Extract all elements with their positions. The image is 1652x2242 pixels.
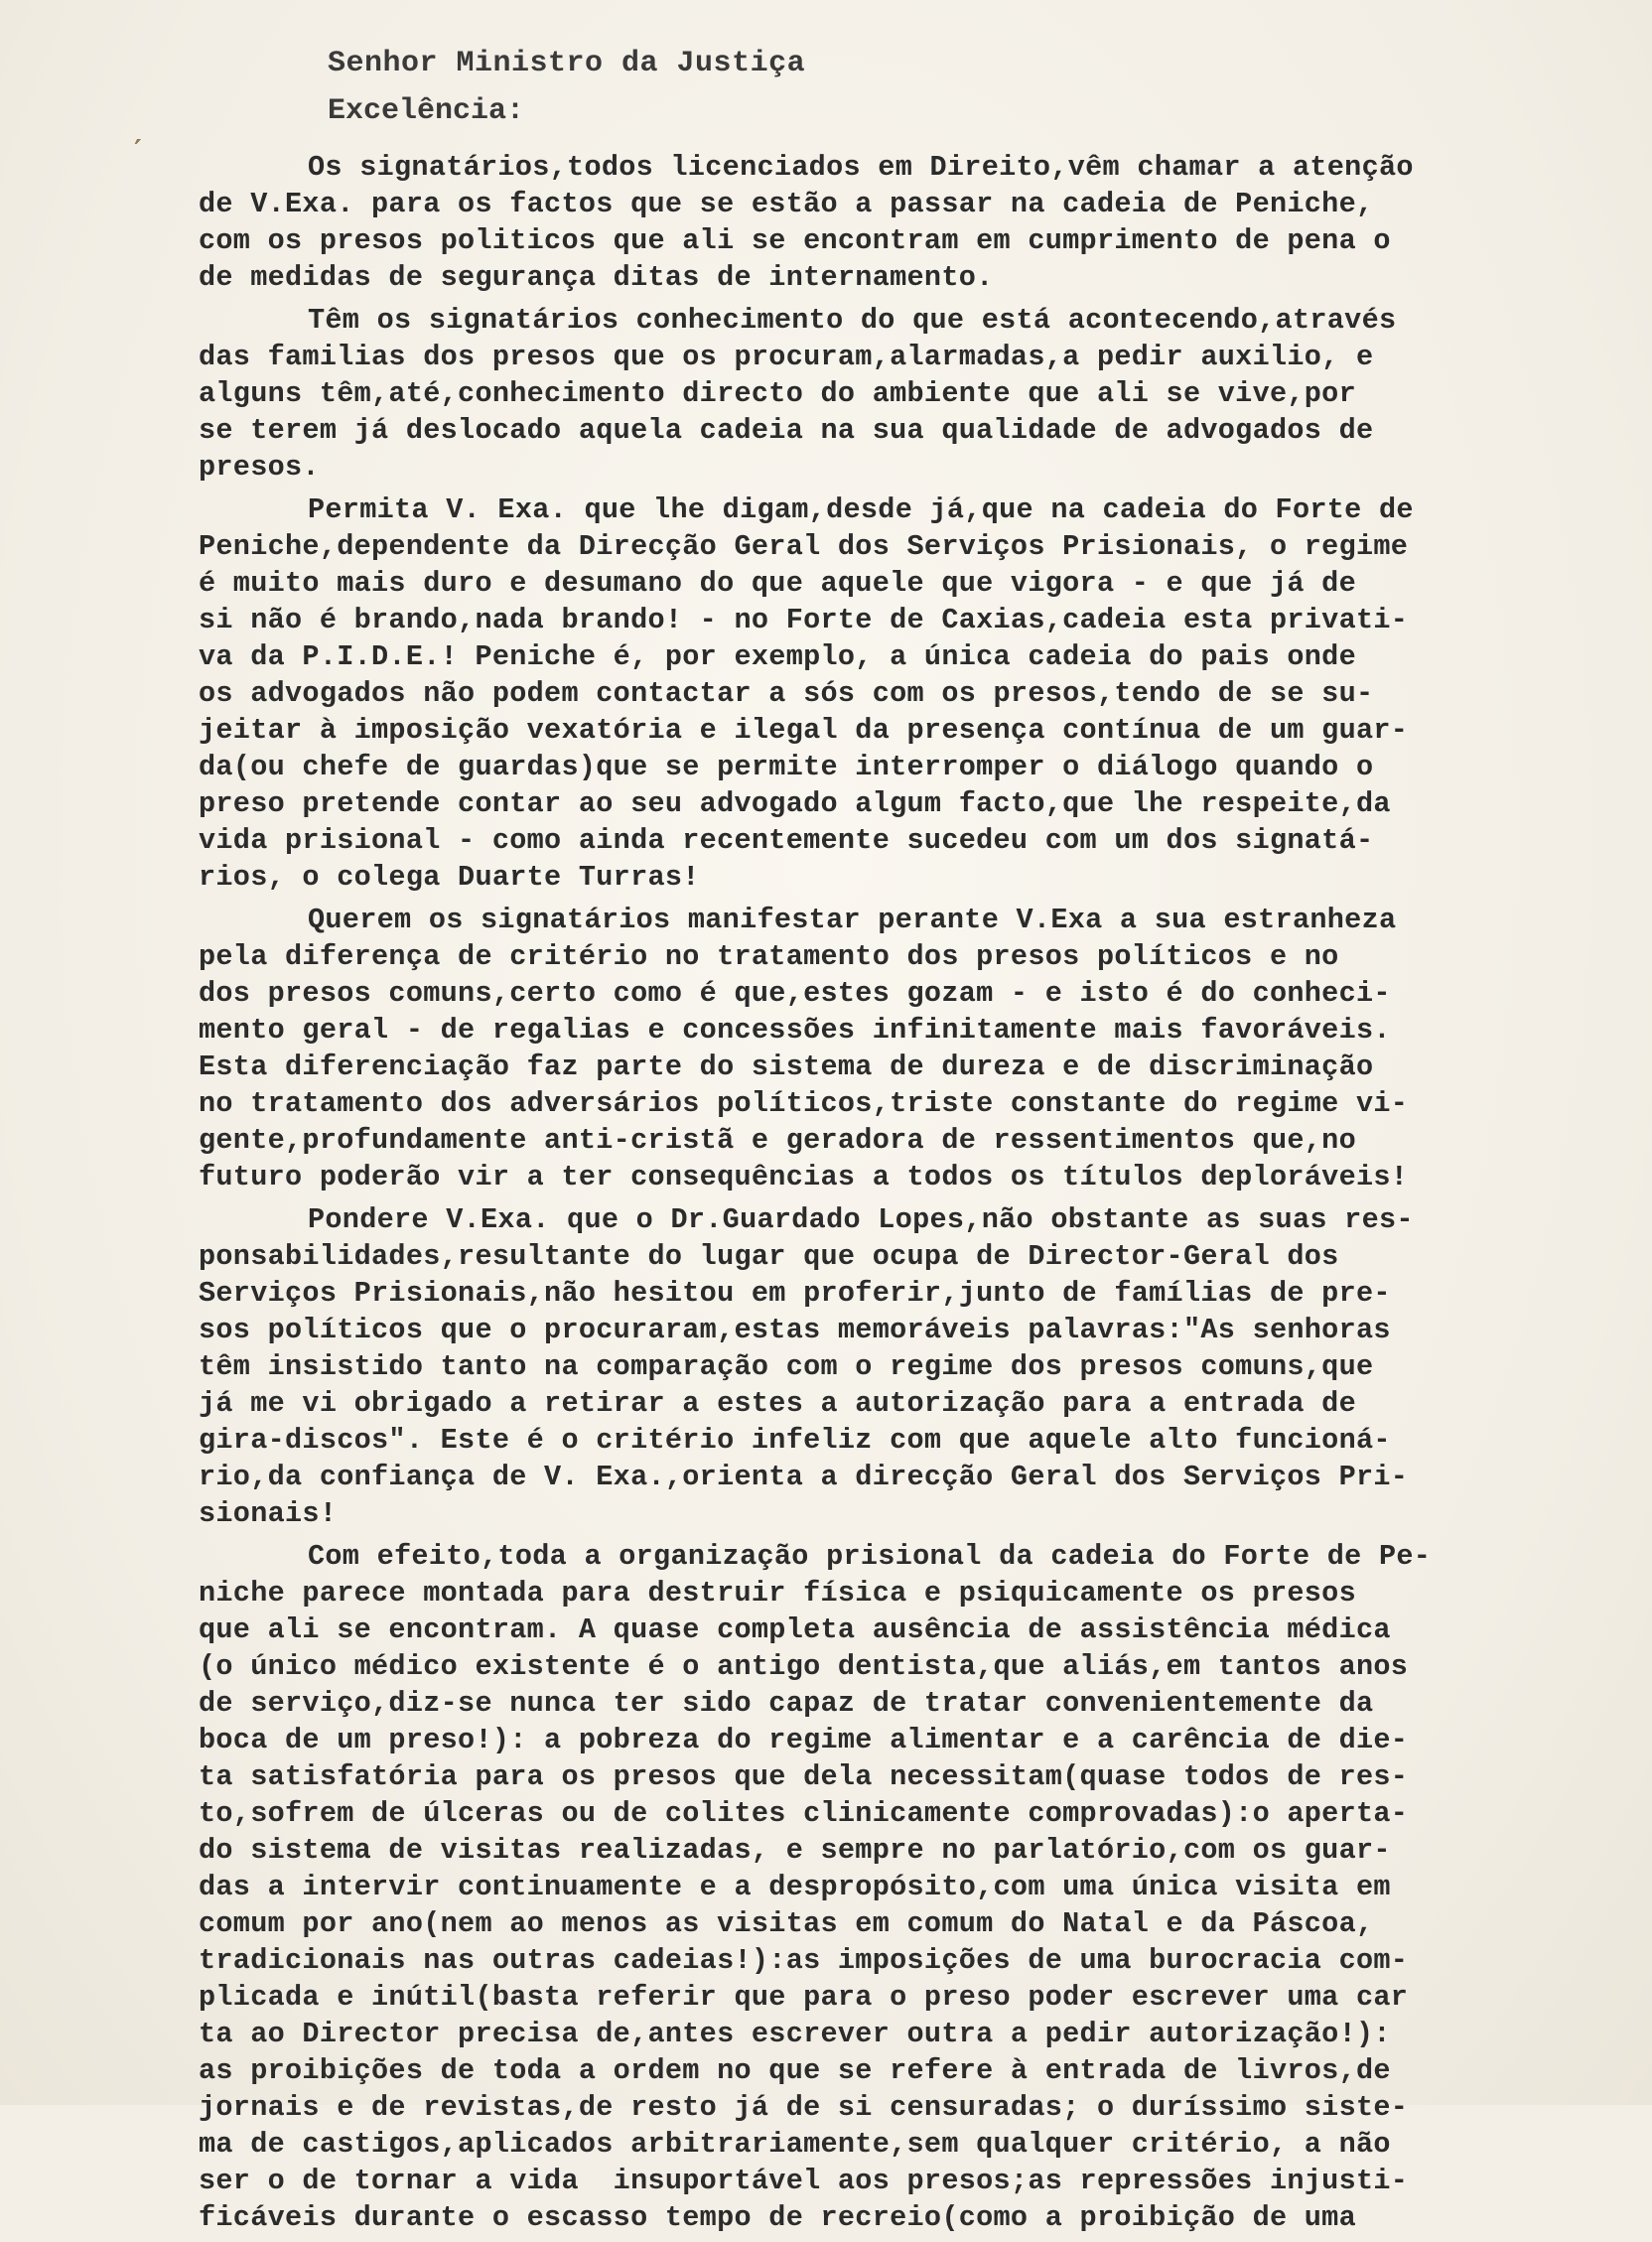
- text-line: dos presos comuns,certo como é que,estes gozam - e isto é do conheci-: [199, 977, 1391, 1010]
- text-line: si não é brando,nada brando! - no Forte de Caxias,cadeia esta privati-: [199, 604, 1409, 636]
- text-line: pela diferença de critério no tratamento dos presos políticos e no: [199, 940, 1339, 973]
- text-line: Peniche,dependente da Direcção Geral dos Serviços Prisionais, o regime: [199, 530, 1409, 563]
- text-line: preso pretende contar ao seu advogado algum facto,que lhe respeite,da: [199, 787, 1391, 820]
- pen-mark: ˏ: [127, 107, 149, 148]
- text-line: ma de castigos,aplicados arbitrariamente,sem qualquer critério, a não: [199, 2128, 1391, 2161]
- text-line: (o único médico existente é o antigo dentista,que aliás,em tantos anos: [199, 1650, 1409, 1683]
- text-line: ser o de tornar a vida insuportável aos presos;as repressões injusti-: [199, 2165, 1409, 2197]
- text-line: Querem os signatários manifestar perante V.Exa a sua estranheza: [308, 904, 1397, 936]
- text-line: ficáveis durante o escasso tempo de recreio(como a proibição de uma: [199, 2201, 1356, 2234]
- text-line: de medidas de segurança ditas de internamento.: [199, 261, 994, 294]
- text-line: plicada e inútil(basta referir que para o preso poder escrever uma car: [199, 1981, 1409, 2014]
- text-line: Permita V. Exa. que lhe digam,desde já,que na cadeia do Forte de: [308, 493, 1414, 526]
- text-line: alguns têm,até,conhecimento directo do ambiente que ali se vive,por: [199, 377, 1356, 410]
- text-line: niche parece montada para destruir física e psiquicamente os presos: [199, 1577, 1356, 1610]
- paragraph: [199, 149, 1618, 296]
- text-line: é muito mais duro e desumano do que aquele que vigora - e que já de: [199, 567, 1356, 600]
- text-line: Esta diferenciação faz parte do sistema de dureza e de discriminação: [199, 1051, 1374, 1083]
- text-line: gente,profundamente anti-cristã e geradora de ressentimentos que,no: [199, 1124, 1356, 1157]
- text-line: vida prisional - como ainda recentemente sucedeu com um dos signatá-: [199, 824, 1374, 857]
- text-line: comum por ano(nem ao menos as visitas em comum do Natal e da Páscoa,: [199, 1907, 1374, 1940]
- text-line: jeitar à imposição vexatória e ilegal da presença contínua de um guar-: [199, 714, 1409, 747]
- text-line: Os signatários,todos licenciados em Direito,vêm chamar a atenção: [308, 151, 1414, 184]
- text-line: presos.: [199, 451, 320, 484]
- text-line: que ali se encontram. A quase completa ausência de assistência médica: [199, 1613, 1391, 1646]
- text-line: no tratamento dos adversários políticos,triste constante do regime vi-: [199, 1087, 1409, 1120]
- text-line: Serviços Prisionais,não hesitou em proferir,junto de famílias de pre-: [199, 1277, 1391, 1310]
- text-line: com os presos politicos que ali se encontram em cumprimento de pena o: [199, 224, 1391, 257]
- text-line: têm insistido tanto na comparação com o regime dos presos comuns,que: [199, 1350, 1374, 1383]
- text-line: ta ao Director precisa de,antes escrever outra a pedir autorização!):: [199, 2018, 1391, 2050]
- text-line: os advogados não podem contactar a sós com os presos,tendo de se su-: [199, 677, 1374, 710]
- text-line: tradicionais nas outras cadeias!):as imposições de uma burocracia com-: [199, 1944, 1409, 1977]
- letter-body: [199, 40, 1618, 2242]
- text-line: se terem já deslocado aquela cadeia na sua qualidade de advogados de: [199, 414, 1374, 447]
- text-line: futuro poderão vir a ter consequências a todos os títulos deploráveis!: [199, 1161, 1409, 1193]
- text-line: Têm os signatários conhecimento do que está acontecendo,através: [308, 304, 1397, 337]
- text-line: de serviço,diz-se nunca ter sido capaz de tratar convenientemente da: [199, 1687, 1374, 1720]
- text-line: gira-discos". Este é o critério infeliz com que aquele alto funcioná-: [199, 1424, 1391, 1457]
- paragraph: [199, 491, 1618, 896]
- text-line: as proibições de toda a ordem no que se refere à entrada de livros,de: [199, 2054, 1391, 2087]
- salutation: Excelência:: [328, 94, 525, 128]
- text-line: da(ou chefe de guardas)que se permite interromper o diálogo quando o: [199, 751, 1374, 783]
- paragraph: [199, 1538, 1618, 2236]
- text-line: Com efeito,toda a organização prisional da cadeia do Forte de Pe-: [308, 1540, 1432, 1573]
- paragraph: [199, 1201, 1618, 1532]
- letter-paragraphs: [199, 149, 1618, 2236]
- text-line: de V.Exa. para os factos que se estão a passar na cadeia de Peniche,: [199, 188, 1374, 220]
- paragraph: [199, 902, 1618, 1195]
- text-line: sionais!: [199, 1497, 338, 1530]
- text-line: já me vi obrigado a retirar a estes a autorização para a entrada de: [199, 1387, 1356, 1420]
- text-line: das a intervir continuamente e a despropósito,com uma única visita em: [199, 1871, 1391, 1903]
- text-line: rios, o colega Duarte Turras!: [199, 861, 700, 894]
- text-line: mento geral - de regalias e concessões infinitamente mais favoráveis.: [199, 1014, 1391, 1047]
- text-line: va da P.I.D.E.! Peniche é, por exemplo, a única cadeia do pais onde: [199, 640, 1356, 673]
- addressee: Senhor Ministro da Justiça: [328, 47, 806, 80]
- text-line: rio,da confiança de V. Exa.,orienta a direcção Geral dos Serviços Pri-: [199, 1461, 1409, 1493]
- text-line: do sistema de visitas realizadas, e sempre no parlatório,com os guar-: [199, 1834, 1391, 1867]
- text-line: to,sofrem de úlceras ou de colites clinicamente comprovadas):o aperta-: [199, 1797, 1409, 1830]
- text-line: ta satisfatória para os presos que dela necessitam(quase todos de res-: [199, 1760, 1409, 1793]
- text-line: ponsabilidades,resultante do lugar que ocupa de Director-Geral dos: [199, 1240, 1339, 1273]
- paragraph: [199, 302, 1618, 486]
- text-line: das familias dos presos que os procuram,alarmadas,a pedir auxilio, e: [199, 341, 1374, 373]
- text-line: Pondere V.Exa. que o Dr.Guardado Lopes,não obstante as suas res-: [308, 1203, 1414, 1236]
- text-line: jornais e de revistas,de resto já de si censuradas; o duríssimo siste-: [199, 2091, 1409, 2124]
- text-line: sos políticos que o procuraram,estas memoráveis palavras:"As senhoras: [199, 1314, 1391, 1346]
- text-line: boca de um preso!): a pobreza do regime alimentar e a carência de die-: [199, 1724, 1409, 1756]
